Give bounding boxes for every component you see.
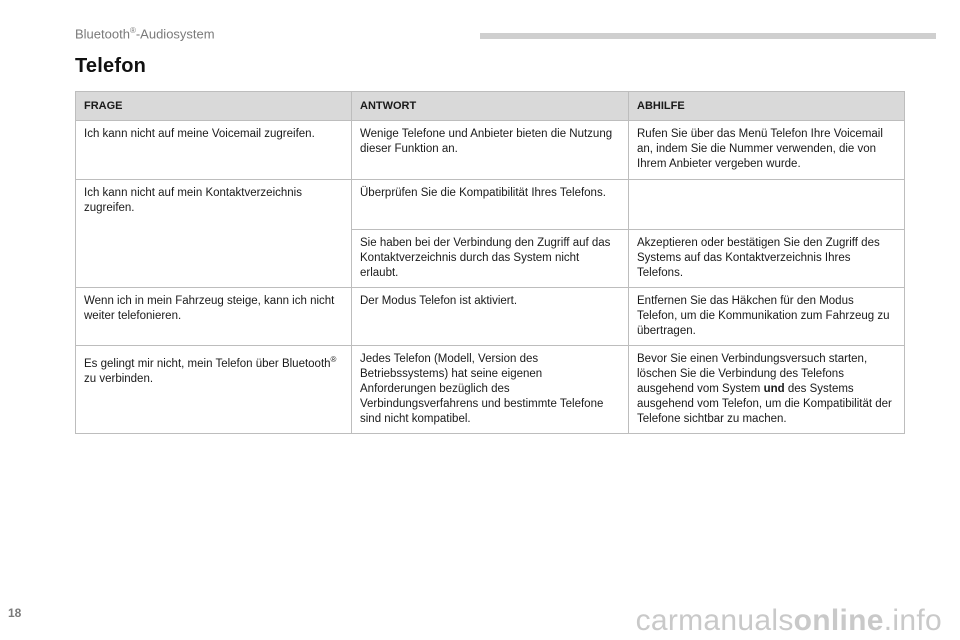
table-header-row [76,92,905,121]
cell-antwort: Sie haben bei der Verbindung den Zugriff auf das Kontaktverzeichnis durch das System nicht erlaubt. [352,230,629,288]
section-title [75,26,215,41]
page-number: 18 [8,606,22,620]
abhilfe-text-end: des Systems ausgehend vom Telefon, um die Kompatibilität der Telefone sichtbar zu machen. [637,383,892,425]
header-rule [480,33,936,39]
table-row [76,288,905,346]
table-row [76,121,905,180]
cell-abhilfe: Rufen Sie über das Menü Telefon Ihre Voicemail an, indem Sie die Nummer verwenden, die von Ihrem Anbieter vergeben wurde. [629,121,905,180]
table-row [76,180,905,230]
header-abhilfe: ABHILFE [629,92,905,121]
cell-abhilfe-empty [629,180,905,230]
frage-text-end: zu verbinden. [84,372,154,385]
watermark-part-1: carmanuals [635,604,794,637]
cell-abhilfe: Entfernen Sie das Häkchen für den Modus Telefon, um die Kommunikation zum Fahrzeug zu übertragen. [629,288,905,346]
registered-mark: ® [330,355,337,364]
watermark [636,604,942,638]
abhilfe-text: Bevor Sie einen Verbindungsversuch starten, löschen Sie die Verbindung des Telefons ausgehend vom System [637,353,868,395]
watermark-part-2: online [793,604,884,637]
section-title-prefix: Bluetooth [75,26,130,42]
cell-antwort: Der Modus Telefon ist aktiviert. [352,288,629,346]
cell-abhilfe [629,346,905,434]
cell-antwort: Überprüfen Sie die Kompatibilität Ihres Telefons. [352,180,629,230]
abhilfe-bold-text: und [763,383,785,395]
cell-antwort: Wenige Telefone und Anbieter bieten die Nutzung dieser Funktion an. [352,121,629,180]
cell-frage: Ich kann nicht auf mein Kontaktverzeichnis zugreifen. [76,180,352,288]
cell-abhilfe: Akzeptieren oder bestätigen Sie den Zugriff des Systems auf das Kontaktverzeichnis Ihres Telefons. [629,230,905,288]
table-row [76,346,905,434]
cell-frage: Wenn ich in mein Fahrzeug steige, kann ich nicht weiter telefonieren. [76,288,352,346]
faq-table [75,91,905,434]
watermark-part-3: .info [883,604,942,637]
cell-frage [76,346,352,434]
registered-mark: ® [129,26,136,35]
page-title: Telefon [75,55,147,77]
cell-antwort: Jedes Telefon (Modell, Version des Betriebssystems) hat seine eigenen Anforderungen bezüglich des Verbindungsverfahrens und bestimmte Telefone sind nicht kompatibel. [352,346,629,434]
header-frage: FRAGE [76,92,352,121]
header-antwort: ANTWORT [352,92,629,121]
frage-text: Es gelingt mir nicht, mein Telefon über Bluetooth [84,357,331,370]
section-title-suffix: -Audiosystem [135,26,215,42]
cell-frage: Ich kann nicht auf meine Voicemail zugreifen. [76,121,352,180]
